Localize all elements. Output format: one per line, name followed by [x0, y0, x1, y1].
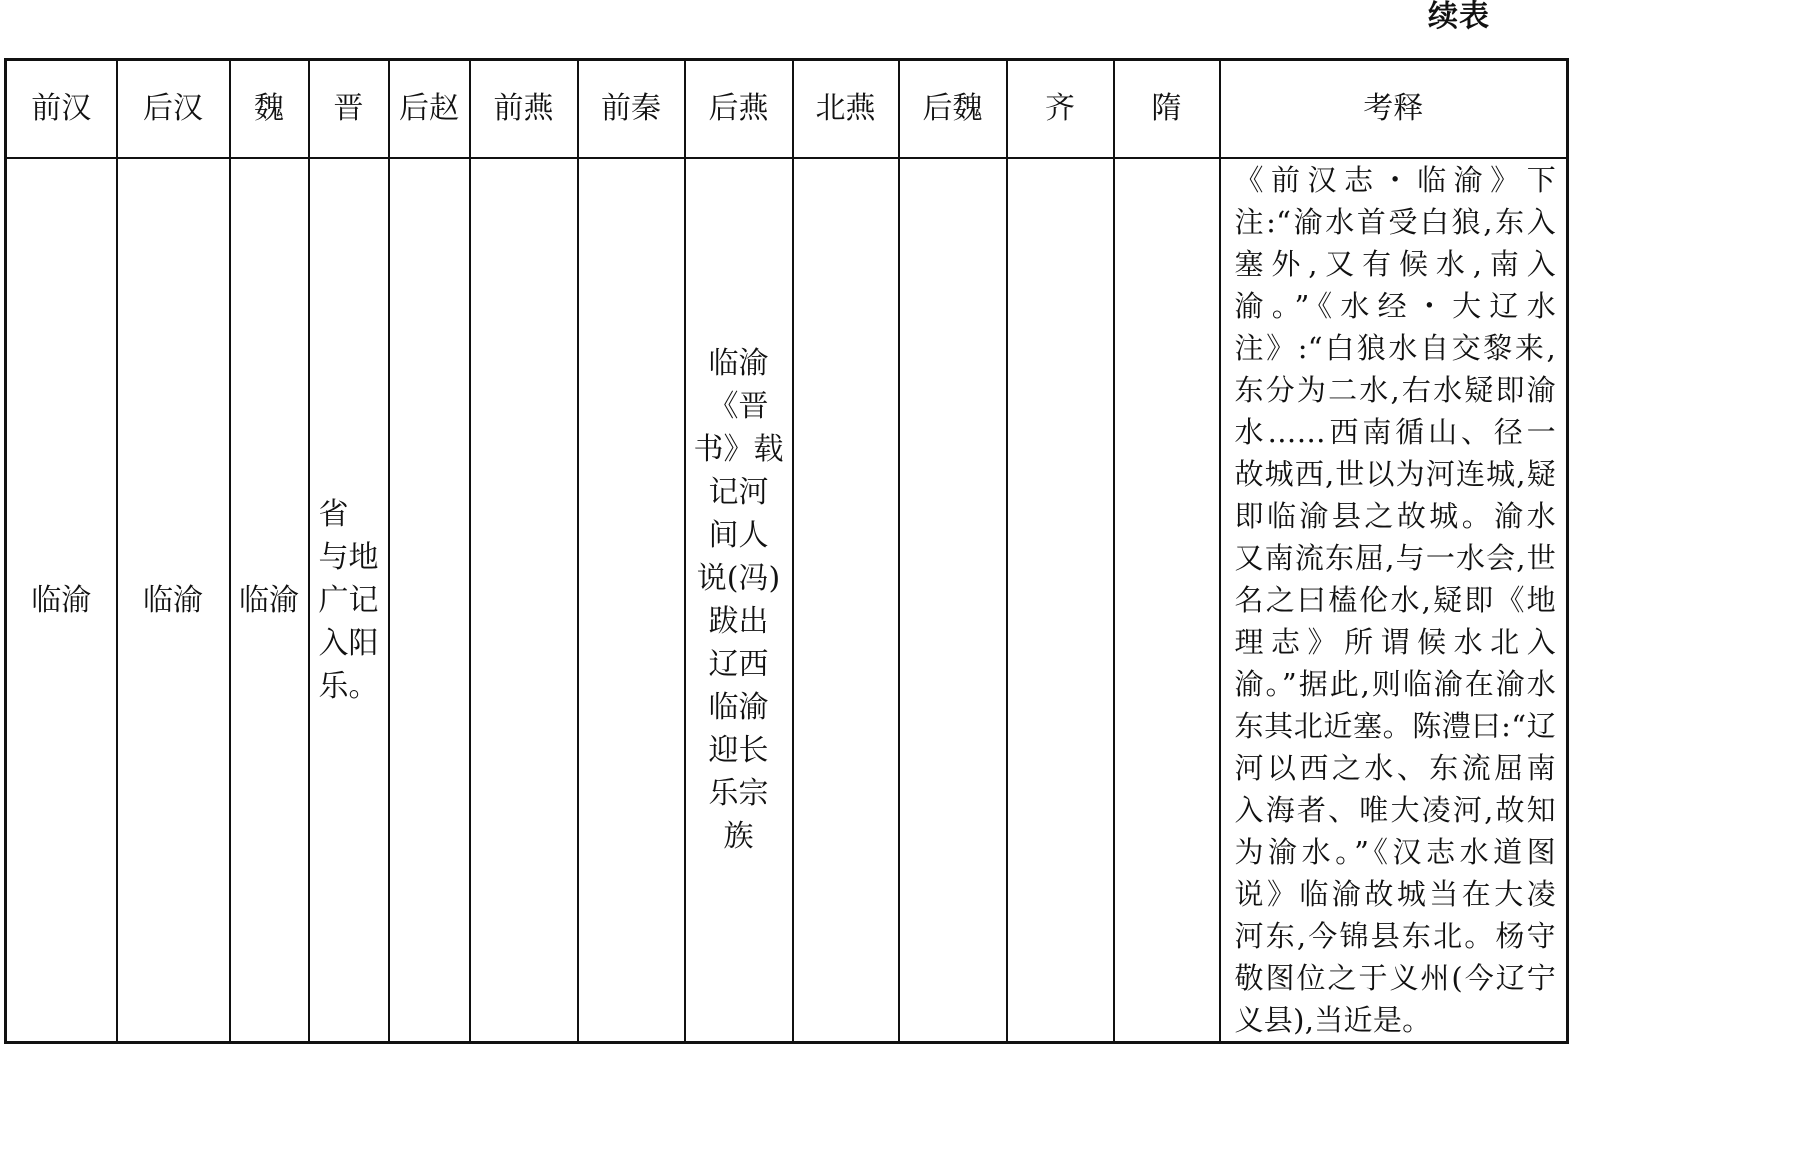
jin-note-text: 省 与地 广记 入阳 乐。: [318, 496, 379, 704]
historical-place-table: [4, 58, 1569, 1044]
header-wei: 魏: [230, 60, 309, 159]
header-qian-yan: 前燕: [470, 60, 578, 159]
hou-yan-note-text: 临渝 《晋 书》载 记河 间人 说(冯) 跋出 辽西 临渝 迎长 乐宗 族: [693, 346, 784, 854]
header-hou-zhao: 后赵: [389, 60, 470, 159]
header-qian-qin: 前秦: [578, 60, 685, 159]
cell-hou-zhao: [389, 158, 470, 1043]
cell-kaoshi-note: 《前汉志・临渝》下注:“渝水首受白狼,东入塞外,又有候水,南入渝。”《水经・大辽水注》:“白狼水自交黎来,东分为二水,右水疑即渝水……西南循山、径一故城西,世以为河连城,疑即临渝县之故城。渝水又南流东屈,与一水会,世名之曰榼伦水,疑即《地理志》所谓候水北入渝。”据此,则临渝在渝水东其北近塞。陈澧曰:“辽河以西之水、东流屈南入海者、唯大凌河,故知为渝水。”《汉志水道图说》临渝故城当在大凌河东,今锦县东北。杨守敬图位之于义州(今辽宁义县),当近是。: [1220, 158, 1568, 1043]
header-hou-yan: 后燕: [685, 60, 793, 159]
cell-wei: 临渝: [230, 158, 309, 1043]
cell-hou-yan: [685, 158, 793, 1043]
cell-qian-han: 临渝: [6, 158, 117, 1043]
cell-qi: [1007, 158, 1114, 1043]
cell-hou-wei: [899, 158, 1007, 1043]
header-jin: 晋: [309, 60, 389, 159]
header-row: [6, 60, 1568, 159]
header-hou-wei: 后魏: [899, 60, 1007, 159]
cell-sui: [1114, 158, 1220, 1043]
header-kaoshi: 考释: [1220, 60, 1568, 159]
cell-hou-han: 临渝: [117, 158, 230, 1043]
cell-jin: [309, 158, 389, 1043]
header-sui: 隋: [1114, 60, 1220, 159]
header-bei-yan: 北燕: [793, 60, 899, 159]
continued-table-label: 续表: [1428, 0, 1490, 34]
cell-bei-yan: [793, 158, 899, 1043]
cell-qian-yan: [470, 158, 578, 1043]
header-qian-han: 前汉: [6, 60, 117, 159]
table-row: [6, 158, 1568, 1043]
cell-qian-qin: [578, 158, 685, 1043]
header-hou-han: 后汉: [117, 60, 230, 159]
header-qi: 齐: [1007, 60, 1114, 159]
